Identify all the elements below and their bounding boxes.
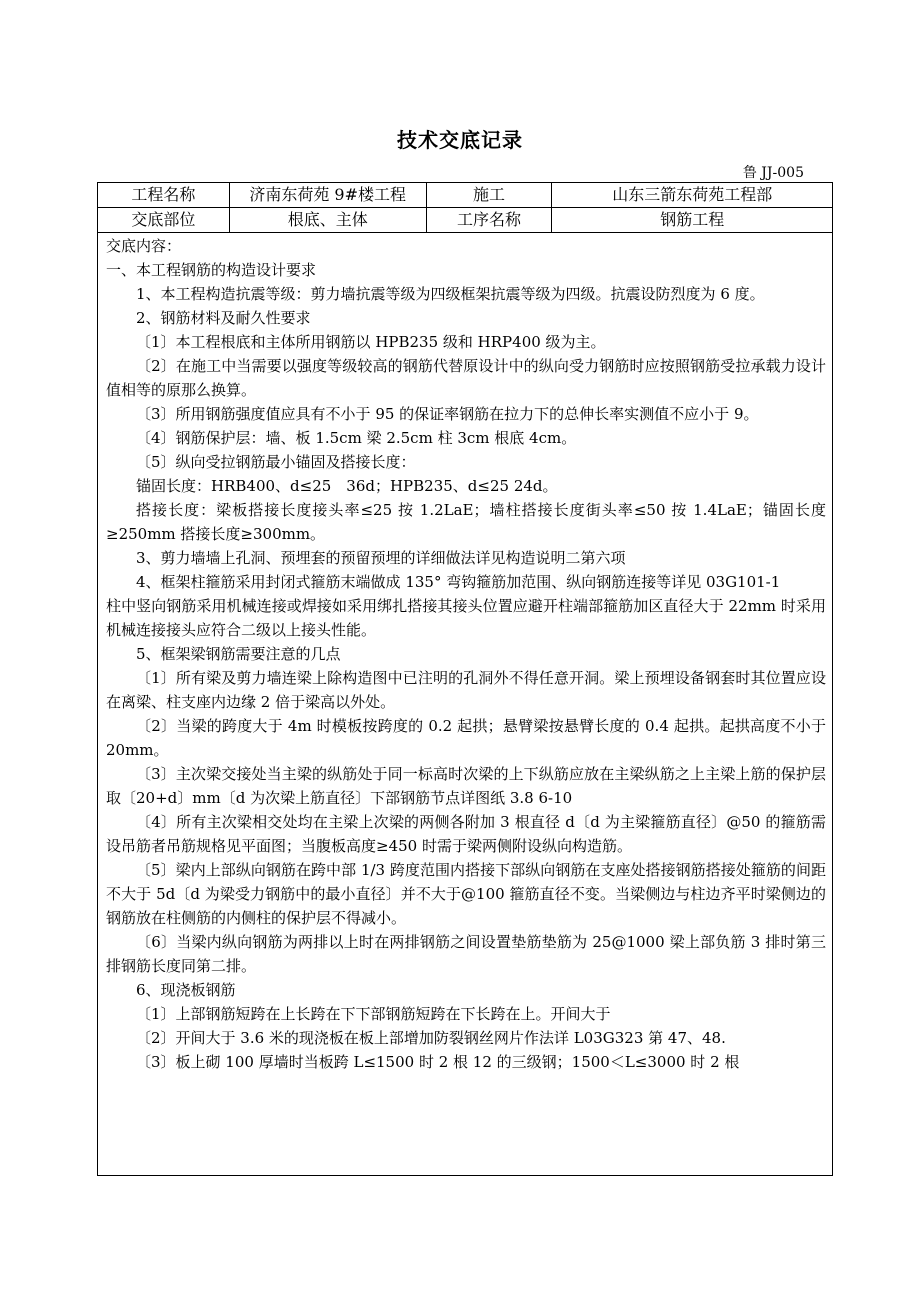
subheading: 2、钢筋材料及耐久性要求	[136, 309, 311, 327]
content-intro: 交底内容：	[106, 237, 182, 255]
paragraph: 〔2〕开间大于 3.6 米的现浇板在板上部增加防裂钢丝网片作法详 L03G323 第 47、48.	[136, 1029, 726, 1047]
paragraph: 〔4〕钢筋保护层：墙、板 1.5cm 梁 2.5cm 柱 3cm 根底 4cm。	[136, 429, 577, 447]
part-label: 交底部位	[98, 208, 230, 233]
paragraph: 1、本工程构造抗震等级：剪力墙抗震等级为四级框架抗震等级为四级。抗震设防烈度为 6 度。	[136, 285, 765, 303]
paragraph: 〔3〕板上砌 100 厚墙时当板跨 L≤1500 时 2 根 12 的三级钢；1500＜L≤3000 时 2 根	[136, 1053, 740, 1071]
document-code: 鲁 JJ-005	[742, 165, 804, 181]
paragraph: 〔6〕当梁内纵向钢筋为两排以上时在两排钢筋之间设置垫筋垫筋为 25@1000 梁上部负筋 3 排时第三排钢筋长度同第二排。	[106, 933, 826, 975]
construction-value: 山东三箭东荷苑工程部	[552, 183, 833, 208]
paragraph: 〔1〕上部钢筋短跨在上长跨在下下部钢筋短跨在下长跨在上。开间大于	[136, 1005, 611, 1023]
paragraph: 〔5〕梁内上部纵向钢筋在跨中部 1/3 跨度范围内搭接下部纵向钢筋在支座处搭接钢筋搭接处箍筋的间距不大于 5d〔d 为梁受力钢筋中的最小直径〕并不大于@100 箍筋直径不变。当梁侧边与柱边齐平时梁侧边的钢筋放在柱侧筋的内侧柱的保护层不得减小。	[106, 861, 826, 927]
paragraph: 〔3〕主次梁交接处当主梁的纵筋处于同一标高时次梁的上下纵筋应放在主梁纵筋之上主梁上筋的保护层取〔20+d〕mm〔d 为次梁上筋直径〕下部钢筋节点详图纸 3.8 6-10	[106, 765, 826, 807]
table-row	[98, 183, 833, 208]
subheading: 5、框架梁钢筋需要注意的几点	[136, 645, 341, 663]
paragraph: 〔2〕在施工中当需要以强度等级较高的钢筋代替原设计中的纵向受力钢筋时应按照钢筋受拉承载力设计值相等的原那么换算。	[106, 357, 826, 399]
paragraph: 〔2〕当梁的跨度大于 4m 时模板按跨度的 0.2 起拱；悬臂梁按悬臂长度的 0.4 起拱。起拱高度不小于 20mm。	[106, 717, 826, 759]
subheading: 6、现浇板钢筋	[136, 981, 236, 999]
part-value: 根底、主体	[229, 208, 426, 233]
paragraph: 4、框架柱箍筋采用封闭式箍筋末端做成 135° 弯钩箍筋加范围、纵向钢筋连接等详见 03G101-1	[136, 573, 781, 591]
project-name-label: 工程名称	[98, 183, 230, 208]
paragraph: 柱中竖向钢筋采用机械连接或焊接如采用绑扎搭接其接头位置应避开柱端部箍筋加区直径大于 22mm 时采用机械连接接头应符合二级以上接头性能。	[106, 597, 826, 639]
paragraph: 3、剪力墙墙上孔洞、预埋套的预留预埋的详细做法详见构造说明二第六项	[136, 549, 626, 567]
paragraph: 〔3〕所用钢筋强度值应具有不小于 95 的保证率钢筋在拉力下的总伸长率实测值不应小于 9。	[136, 405, 759, 423]
paragraph: 〔1〕所有梁及剪力墙连梁上除构造图中已注明的孔洞外不得任意开洞。梁上预埋设备钢套时其位置应设在离梁、柱支座内边缘 2 倍于梁高以外处。	[106, 669, 826, 711]
paragraph: 〔4〕所有主次梁相交处均在主梁上次梁的两侧各附加 3 根直径 d〔d 为主梁箍筋直径〕@50 的箍筋需设吊筋者吊筋规格见平面图；当腹板高度≥450 时需于梁两侧附设纵向构造筋。	[106, 813, 826, 855]
header-table	[97, 182, 833, 233]
paragraph: 锚固长度：HRB400、d≤25 36d；HPB235、d≤25 24d。	[136, 477, 558, 495]
table-row	[98, 208, 833, 233]
document-title: 技术交底记录	[397, 128, 523, 152]
process-value: 钢筋工程	[552, 208, 833, 233]
project-name-value: 济南东荷苑 9#楼工程	[229, 183, 426, 208]
section-heading: 一、本工程钢筋的构造设计要求	[106, 261, 317, 279]
construction-label: 施工	[426, 183, 552, 208]
disclosure-content	[97, 232, 833, 1176]
process-label: 工序名称	[426, 208, 552, 233]
paragraph: 〔1〕本工程根底和主体所用钢筋以 HPB235 级和 HRP400 级为主。	[136, 333, 606, 351]
paragraph: 〔5〕纵向受拉钢筋最小锚固及搭接长度：	[136, 453, 416, 471]
paragraph: 搭接长度：梁板搭接长度接头率≤25 按 1.2LaE；墙柱搭接长度街头率≤50 按 1.4LaE；锚固长度≥250mm 搭接长度≥300mm。	[106, 501, 826, 543]
